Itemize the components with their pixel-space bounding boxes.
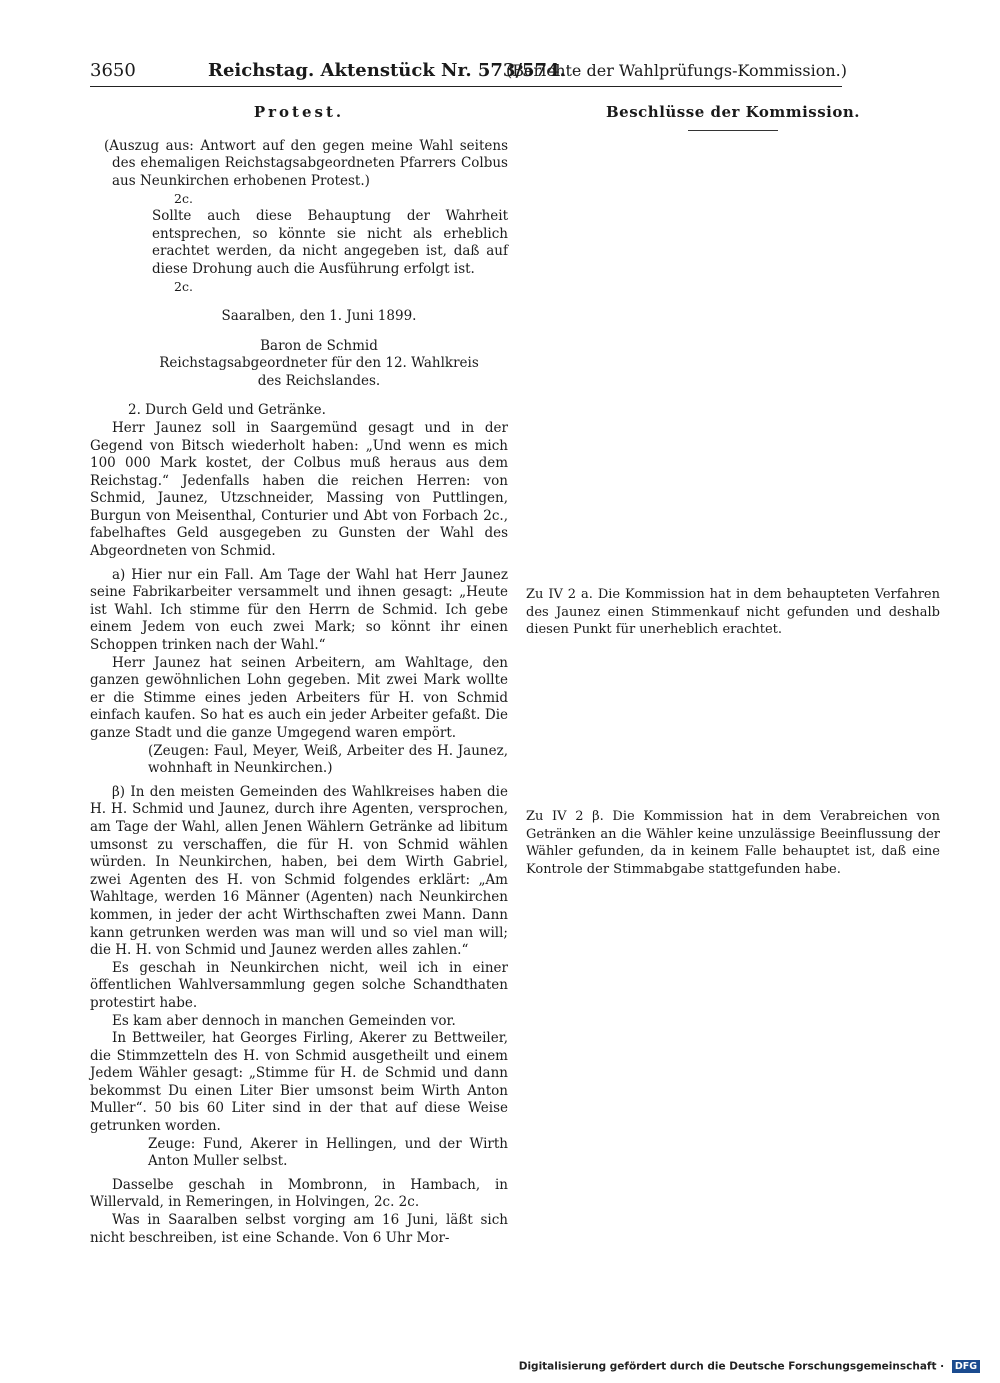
spacer bbox=[90, 326, 508, 338]
paragraph: β) In den meisten Gemeinden des Wahlkreises haben die H. H. Schmid und Jaunez, durch ihre Agenten, versprochen, am Tage der Wahl, allen Jenen Wählern Getränke ad libitum umsonst zu verschaffen, die für H. von Schmid wählen würden. In Neunkirchen, haben, bei dem Wirth Gabriel, zwei Agenten des H. von Schmid folgendes erklärt: „Am Wahltage, werden 16 Männer (Agenten) nach Neunkirchen kommen, in jeder der acht Wirthschaften zwei Mann. Dann kann getrunken werden was man will und so viel man will; die H. H. von Schmid und Jaunez werden alles zahlen.“ bbox=[90, 783, 508, 959]
paragraph: Herr Jaunez hat seinen Arbeitern, am Wahltage, den ganzen gewöhnlichen Lohn gegeben. Mit zwei Mark wollte er die Stimme eines jeden Arbeiters für H. von Schmid einfach kaufen. So hat es auch ein jeder Arbeiter gefaßt. Die ganze Stadt und die ganze Umgegend waren empört. bbox=[90, 654, 508, 741]
paragraph: Dasselbe geschah in Mombronn, in Hambach, in Willervald, in Remeringen, in Holvingen, 2c. 2c. bbox=[90, 1176, 508, 1211]
section-heading: 2. Durch Geld und Getränke. bbox=[128, 402, 326, 419]
commission-note-2a: Zu IV 2 a. Die Kommission hat in dem behaupteten Verfahren des Jaunez einen Stimmenkauf nicht gefunden und deshalb diesen Punkt für unerheblich erachtet. bbox=[526, 587, 940, 638]
signature-title: des Reichslandes. bbox=[257, 372, 381, 389]
etc-mark: 2c. bbox=[174, 279, 193, 295]
protest-column bbox=[90, 104, 508, 1247]
paragraph: Es geschah in Neunkirchen nicht, weil ich in einer öffentlichen Wahlversammlung gegen solche Schandthaten protestirt habe. bbox=[90, 959, 508, 1011]
running-title: Reichstag. Aktenstück Nr. 573/574. bbox=[208, 60, 566, 81]
commission-note-2b: Zu IV 2 β. Die Kommission hat in dem Verabreichen von Getränken an die Wähler keine unzulässige Beeinflussung der Wähler gefunden, da in keinem Falle behauptet ist, daß eine Kontrole der Stimmabgabe stattgefunden habe. bbox=[526, 809, 940, 877]
page-number: 3650 bbox=[90, 60, 136, 81]
protest-heading: Protest. bbox=[253, 103, 345, 121]
signature-title: Reichstagsabgeordneter für den 12. Wahlkreis bbox=[159, 355, 479, 372]
footer-text: Digitalisierung gefördert durch die Deutsche Forschungsgemeinschaft · bbox=[518, 1360, 945, 1373]
heading-rule bbox=[688, 130, 778, 131]
section-title: (Berichte der Wahlprüfungs-Kommission.) bbox=[506, 61, 847, 80]
etc-mark: 2c. bbox=[174, 191, 193, 207]
paragraph: Was in Saaralben selbst vorging am 16 Juni, läßt sich nicht beschreiben, ist eine Schande. Von 6 Uhr Mor- bbox=[90, 1212, 508, 1246]
spacer bbox=[90, 390, 508, 402]
paragraph: Herr Jaunez soll in Saargemünd gesagt und in der Gegend von Bitsch wiederholt haben: „Und wenn es mich 100 000 Mark kostet, der Colbus muß heraus aus dem Reichstag.“ Jedenfalls haben die reichen Herren: von Schmid, Jaunez, Utzschneider, Massing von Puttlingen, Burgun von Meisenthal, Conturier und Abt von Forbach 2c., fabelhaftes Geld ausgegeben zu Gunsten der Wahl des Abgeordneten von Schmid. bbox=[90, 419, 508, 560]
paragraph: In Bettweiler, hat Georges Firling, Akerer zu Bettweiler, die Stimmzetteln des H. von Schmid ausgetheilt und einem Jedem Wähler gesagt: „Stimme für H. de Schmid und dann bekommst Du einen Liter Bier umsonst beim Wirth Anton Muller“. 50 bis 60 Liter sind in der that auf diese Weise getrunken worden. bbox=[90, 1030, 508, 1135]
commission-heading: Beschlüsse der Kommission. bbox=[606, 103, 860, 121]
page-header bbox=[90, 58, 850, 84]
place-date: Saaralben, den 1. Juni 1899. bbox=[221, 307, 417, 324]
paragraph: Es kam aber dennoch in manchen Gemeinden vor. bbox=[112, 1012, 456, 1029]
signature-name: Baron de Schmid bbox=[260, 337, 378, 354]
spacer bbox=[90, 296, 508, 308]
witness-note: (Zeugen: Faul, Meyer, Weiß, Arbeiter des H. Jaunez, wohnhaft in Neunkirchen.) bbox=[148, 742, 508, 777]
header-rule bbox=[90, 86, 842, 87]
excerpt-note: (Auszug aus: Antwort auf den gegen meine Wahl seitens des ehemaligen Reichstagsabgeordneten Pfarrers Colbus aus Neunkirchen erhobenen Protest.) bbox=[104, 137, 508, 189]
paragraph: a) Hier nur ein Fall. Am Tage der Wahl hat Herr Jaunez seine Fabrikarbeiter versammelt und ihnen gesagt: „Heute ist Wahl. Ich stimme für den Herrn de Schmid. Ich gebe einem Jedem von euch zwei Mark; so könnt ihr einen Schoppen trinken nach der Wahl.“ bbox=[90, 566, 508, 654]
commission-column bbox=[526, 103, 940, 877]
witness-note: Zeuge: Fund, Akerer in Hellingen, und der Wirth Anton Muller selbst. bbox=[148, 1135, 508, 1170]
paragraph: Sollte auch diese Behauptung der Wahrheit entsprechen, so könnte sie nicht als erheblich erachtet werden, da nicht angegeben ist, daß auf diese Drohung auch die Ausführung erfolgt ist. bbox=[152, 207, 508, 277]
dfg-logo-icon: DFG bbox=[952, 1360, 980, 1373]
digitization-footer bbox=[519, 1360, 980, 1373]
